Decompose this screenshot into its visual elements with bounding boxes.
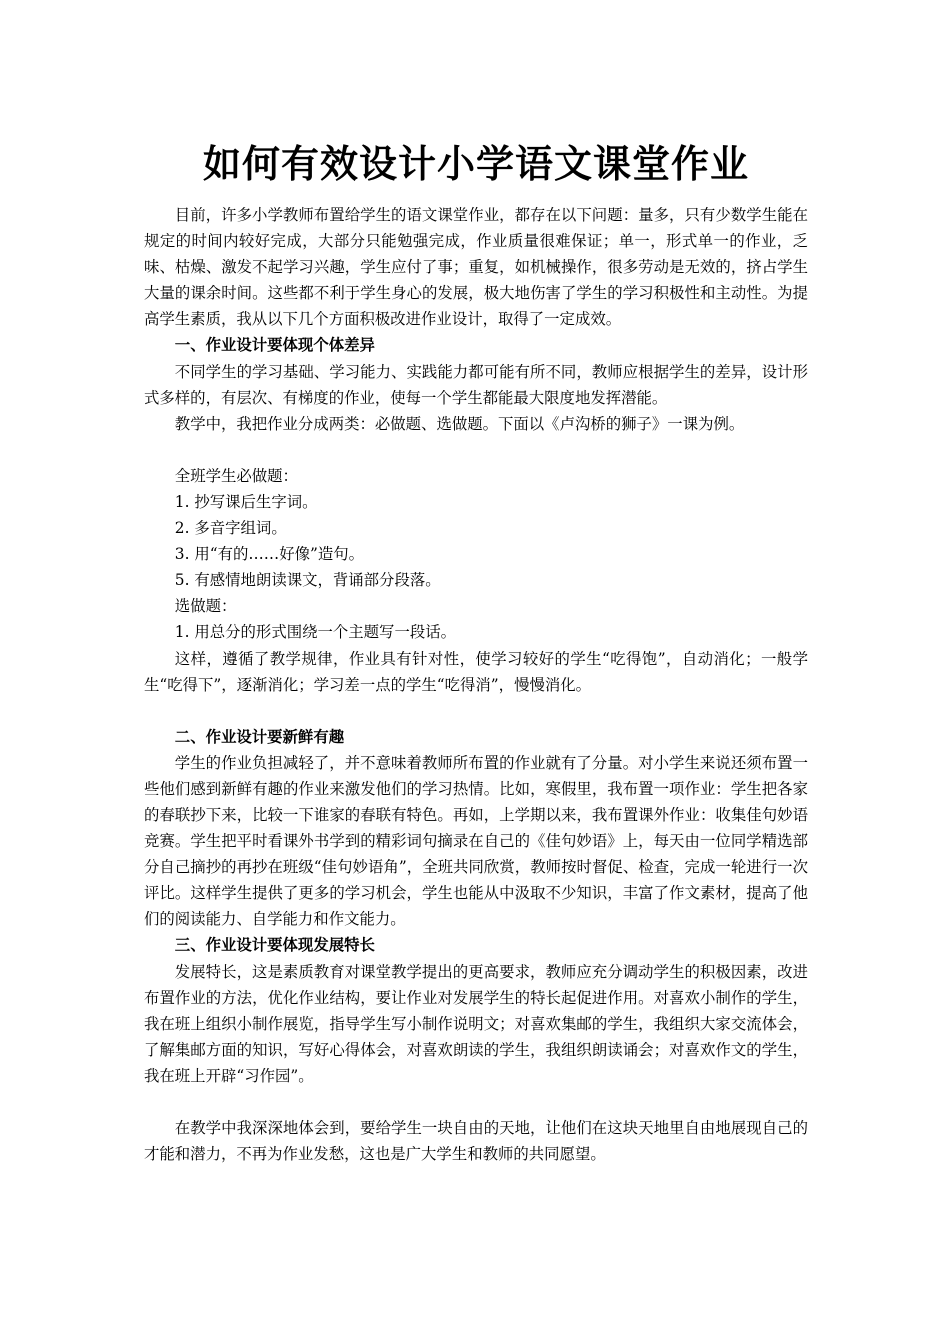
required-item-3: 3. 用“有的……好像”造句。 <box>174 545 365 564</box>
section-1-heading: 一、作业设计要体现个体差异 <box>174 336 375 355</box>
section-2-paragraph-1: 学生的作业负担减轻了，并不意味着教师所布置的作业就有了分量。对小学生来说还须布置一些他们感到新鲜有趣的作业来激发他们的学习热情。比如，寒假里，我布置一项作业：学生把各家的春联抄下来，比较一下谁家的春联有特色。再如，上学期以来，我布置课外作业：收集佳句妙语竞赛。学生把平时看课外书学到的精彩词句摘录在自己的《佳句妙语》上，每天由一位同学精选部分自己摘抄的再抄在班级“佳句妙语角”，全班共同欣赏，教师按时督促、检查，完成一轮进行一次评比。这样学生提供了更多的学习机会，学生也能从中汲取不少知识，丰富了作文素材，提高了他们的阅读能力、自学能力和作文能力。 <box>144 753 808 929</box>
required-exercises-label: 全班学生必做题： <box>174 466 298 485</box>
section-1-paragraph-1: 不同学生的学习基础、学习能力、实践能力都可能有所不同，教师应根据学生的差异，设计形式多样的，有层次、有梯度的作业，使每一个学生都能最大限度地发挥潜能。 <box>144 362 808 407</box>
optional-item-1: 1. 用总分的形式围绕一个主题写一段话。 <box>174 623 457 642</box>
optional-exercises-label: 选做题： <box>174 597 237 616</box>
section-1-conclusion: 这样，遵循了教学规律，作业具有针对性，使学习较好的学生“吃得饱”，自动消化；一般学生“吃得下”，逐渐消化；学习差一点的学生“吃得消”，慢慢消化。 <box>144 649 808 694</box>
required-item-4: 5. 有感情地朗读课文，背诵部分段落。 <box>174 571 441 590</box>
document-body <box>144 202 808 1167</box>
blank-line <box>144 698 808 724</box>
blank-line <box>144 437 808 463</box>
intro-paragraph: 目前，许多小学教师布置给学生的语文课堂作业，都存在以下问题：量多，只有少数学生能在规定的时间内较好完成，大部分只能勉强完成，作业质量很难保证；单一，形式单一的作业，乏味、枯燥、激发不起学习兴趣，学生应付了事；重复，如机械操作，很多劳动是无效的，挤占学生大量的课余时间。这些都不利于学生身心的发展，极大地伤害了学生的学习积极性和主动性。为提高学生素质，我从以下几个方面积极改进作业设计，取得了一定成效。 <box>144 206 808 329</box>
section-3-paragraph-1: 发展特长，这是素质教育对课堂教学提出的更高要求，教师应充分调动学生的积极因素，改进布置作业的方法，优化作业结构，要让作业对发展学生的特长起促进作用。对喜欢小制作的学生，我在班上组织小制作展览，指导学生写小制作说明文；对喜欢集邮的学生，我组织大家交流体会，了解集邮方面的知识，写好心得体会，对喜欢朗读的学生，我组织朗读诵会；对喜欢作文的学生，我在班上开辟“习作园”。 <box>144 962 808 1085</box>
section-3-heading: 三、作业设计要体现发展特长 <box>174 936 375 955</box>
required-item-2: 2. 多音字组词。 <box>174 519 287 538</box>
closing-paragraph: 在教学中我深深地体会到，要给学生一块自由的天地，让他们在这块天地里自由地展现自己的才能和潜力，不再为作业发愁，这也是广大学生和教师的共同愿望。 <box>144 1119 808 1164</box>
section-2-heading: 二、作业设计要新鲜有趣 <box>174 727 345 746</box>
document-title: 如何有效设计小学语文课堂作业 <box>202 141 749 186</box>
blank-line <box>144 1089 808 1115</box>
required-item-1: 1. 抄写课后生字词。 <box>174 492 318 511</box>
section-1-paragraph-2: 教学中，我把作业分成两类：必做题、选做题。下面以《卢沟桥的狮子》一课为例。 <box>174 414 745 433</box>
